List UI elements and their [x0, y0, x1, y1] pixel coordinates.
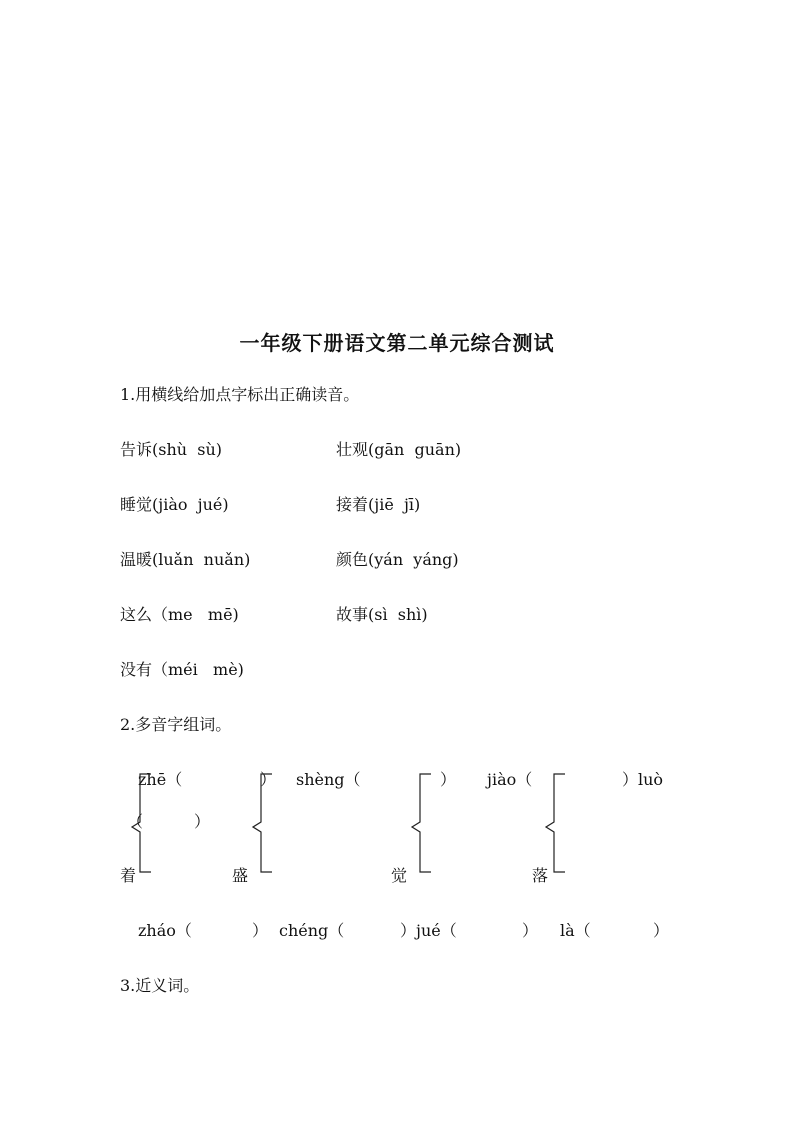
paren-close: ）	[440, 770, 457, 789]
pinyin-jue: ）jué（	[400, 921, 457, 940]
section2-heading: 2.多音字组词。	[120, 715, 232, 734]
pinyin-zhe: zhē（	[138, 770, 183, 789]
polyphone-char: 着	[120, 866, 137, 885]
pinyin-item: 这么（me mē)	[120, 605, 239, 624]
pinyin-item: 温暖(luǎn nuǎn)	[120, 550, 251, 569]
brace-icon	[407, 772, 437, 876]
pinyin-luo: ）luò	[622, 770, 664, 789]
pinyin-item: 故事(sì shì)	[336, 605, 428, 624]
section3-heading: 3.近义词。	[120, 976, 200, 995]
pinyin-item: 接着(jiē jī)	[336, 495, 421, 514]
pinyin-item: 睡觉(jiào jué)	[120, 495, 229, 514]
paren-close: ）	[260, 770, 277, 789]
pinyin-sheng: shèng（	[296, 770, 361, 789]
paren-close: ）	[252, 921, 269, 940]
polyphone-char: 落	[532, 866, 549, 885]
brace-icon	[127, 772, 157, 876]
page-title: 一年级下册语文第二单元综合测试	[239, 331, 555, 355]
pinyin-cheng: chéng（	[279, 921, 345, 940]
paren-close: ）	[194, 812, 211, 831]
polyphone-char: 觉	[391, 866, 408, 885]
pinyin-item: 没有（méi mè)	[120, 660, 244, 679]
section1-heading: 1.用横线给加点字标出正确读音。	[120, 385, 360, 404]
pinyin-la: là（	[560, 921, 591, 940]
paren-open: （	[127, 812, 144, 831]
paren-close: ）	[653, 921, 670, 940]
pinyin-item: 壮观(gān guān)	[336, 440, 462, 459]
brace-icon	[541, 772, 571, 876]
brace-icon	[248, 772, 278, 876]
pinyin-item: 告诉(shù sù)	[120, 440, 222, 459]
polyphone-char: 盛	[232, 866, 249, 885]
pinyin-jiao: jiào（	[487, 770, 533, 789]
pinyin-zhao: zháo（	[138, 921, 192, 940]
pinyin-item: 颜色(yán yáng)	[336, 550, 459, 569]
paren-close: ）	[522, 921, 539, 940]
